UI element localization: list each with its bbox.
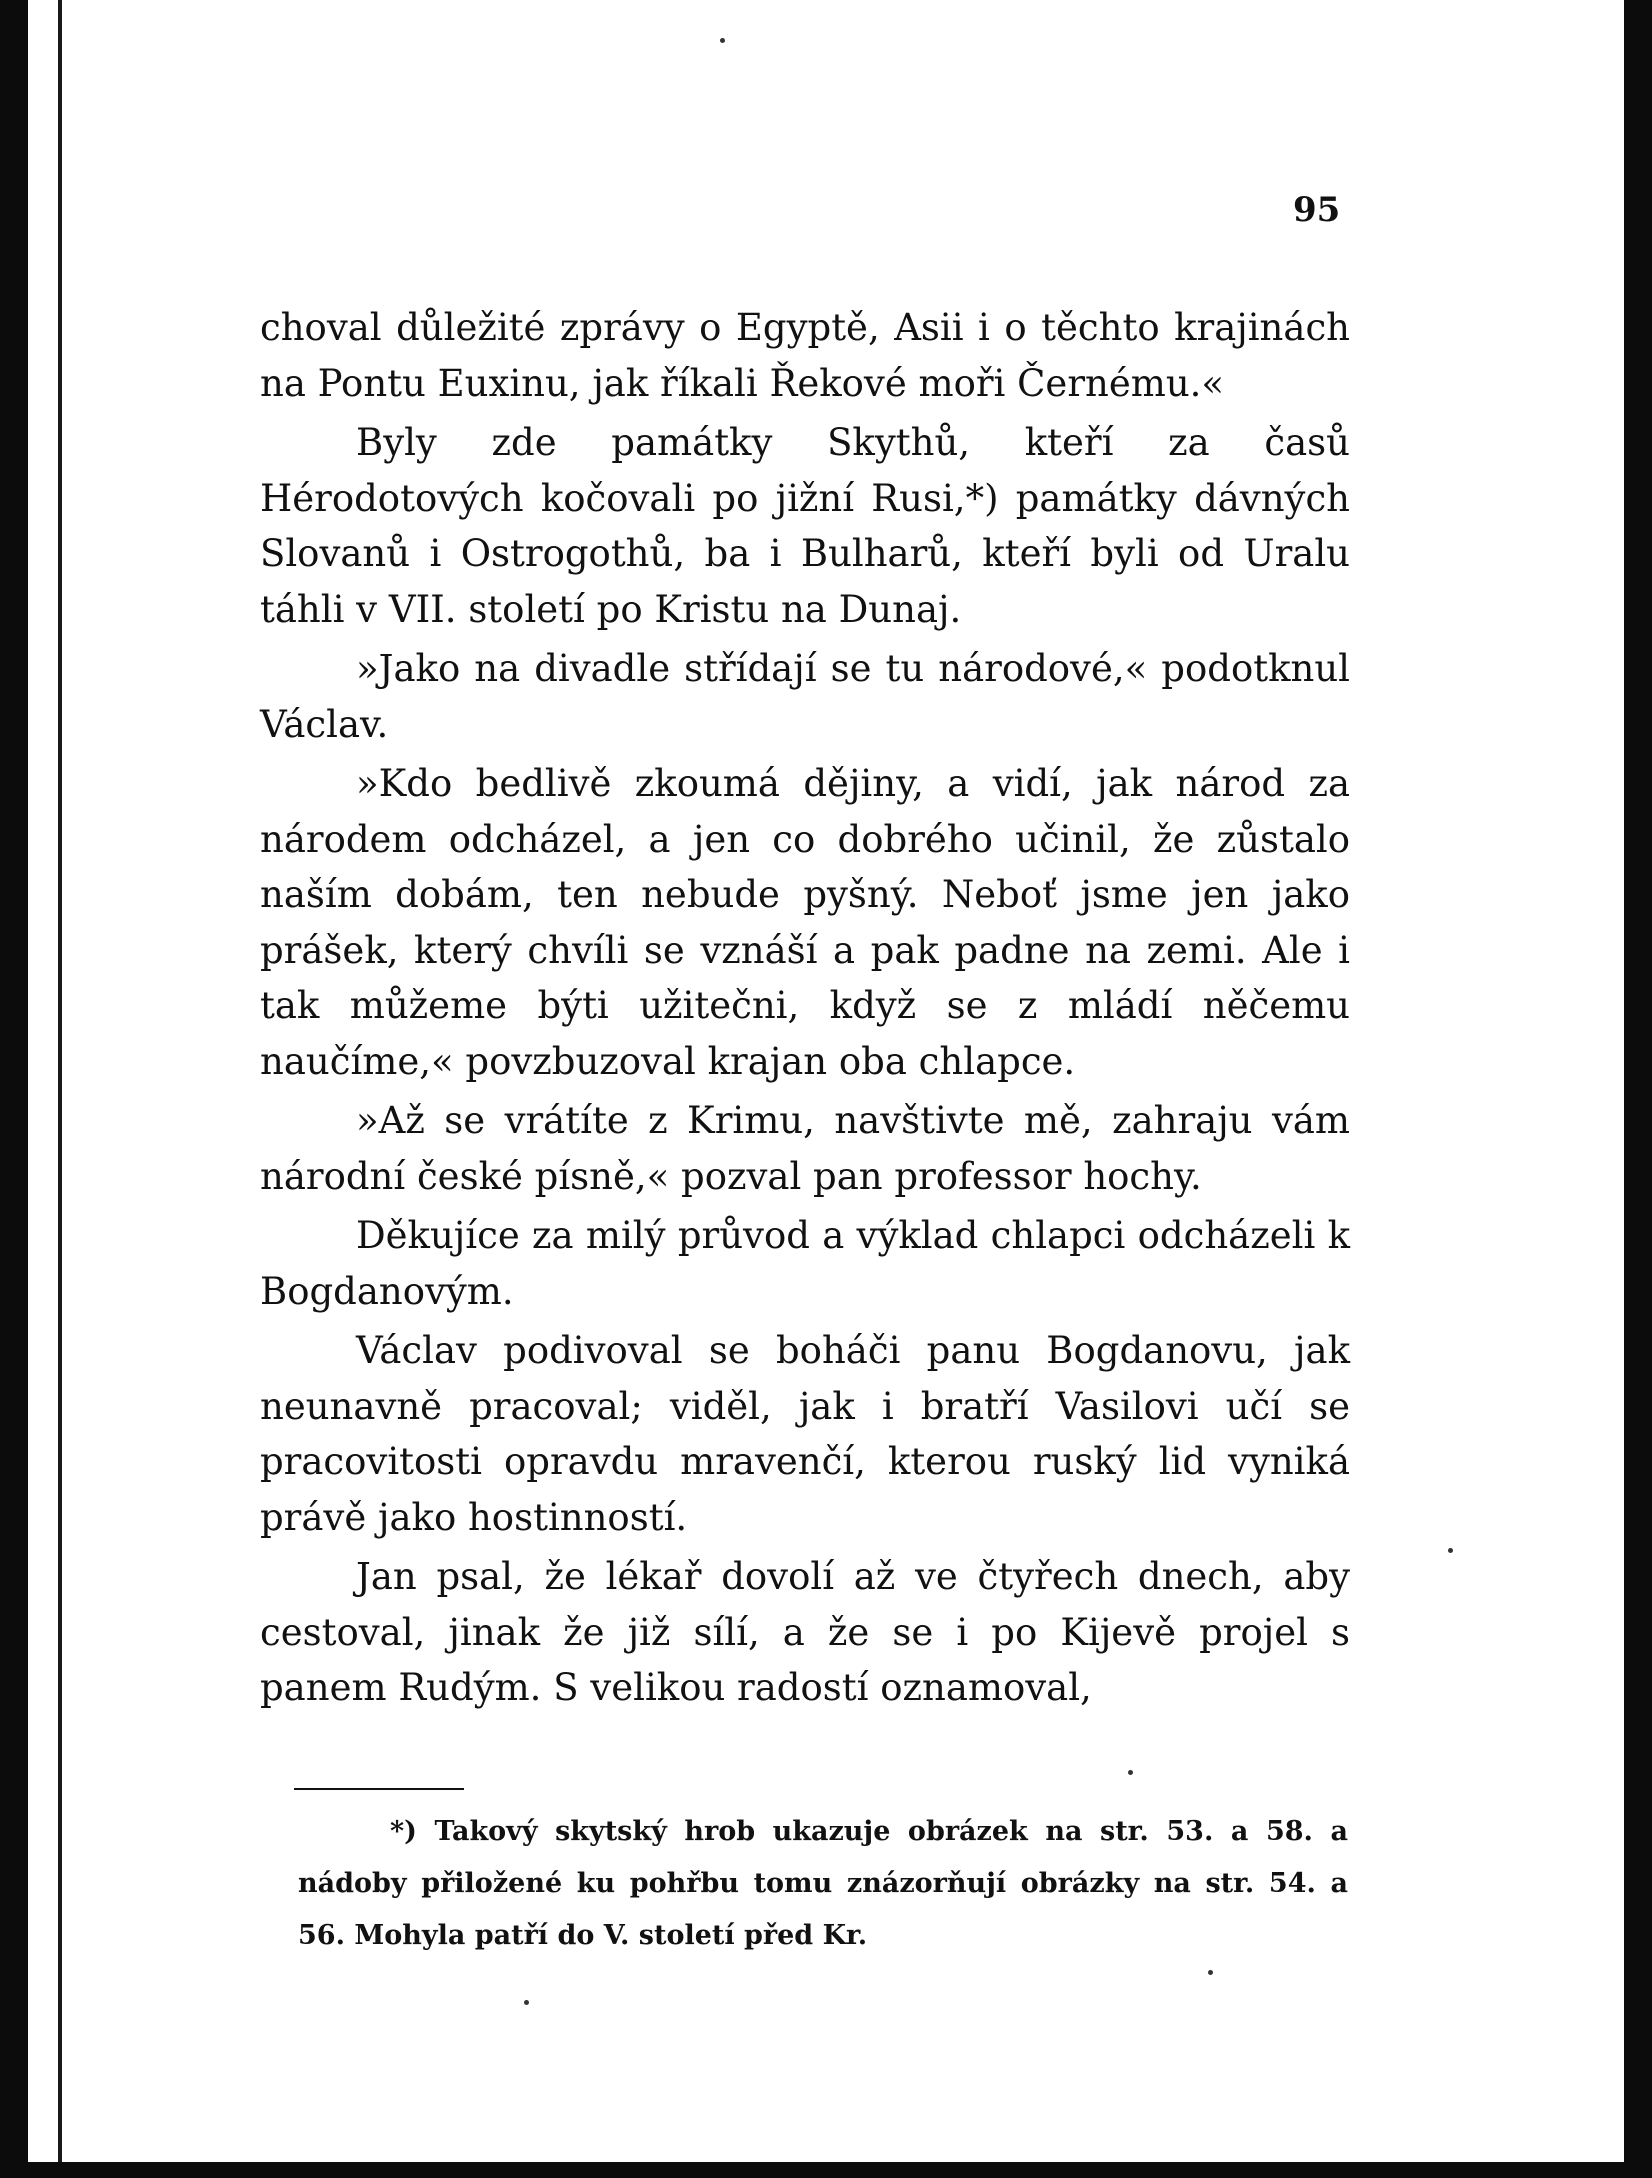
paragraph-8: Jan psal, že lékař dovolí až ve čtyřech dnech, aby cestoval, jinak že již sílí, a že se i po Kijevě projel s panem Rudým. S velikou radostí oznamoval, <box>260 1555 1350 1709</box>
paper-speck <box>1208 1970 1213 1975</box>
book-page <box>28 0 1624 2162</box>
paragraph-6: Děkujíce za milý průvod a výklad chlapci odcházeli k Bogdanovým. <box>260 1214 1350 1313</box>
footnote: *) Takový skytský hrob ukazuje obrázek na str. 53. a 58. a nádoby přiložené ku pohřbu tomu znázorňují obrázky na str. 54. a 56. Mohyla patří do V. století před Kr. <box>298 1816 1348 1951</box>
paragraph-3: »Jako na divadle střídají se tu národové,« podotknul Václav. <box>260 647 1350 746</box>
paper-speck <box>720 38 725 43</box>
paper-speck <box>524 2000 529 2005</box>
binding-edge-line <box>58 0 62 2162</box>
paragraph-1: choval důležité zprávy o Egyptě, Asii i o těchto krajinách na Pontu Euxinu, jak říkali Řekové moři Černému.« <box>260 306 1350 405</box>
paper-speck <box>1128 1770 1133 1775</box>
paragraph-4: »Kdo bedlivě zkoumá dějiny, a vidí, jak národ za národem odcházel, a jen co dobrého učinil, že zůstalo naším dobám, ten nebude pyšný. Neboť jsme jen jako prášek, který chvíli se vznáší a pak padne na zemi. Ale i tak můžeme býti užitečni, když se z mládí něčemu naučíme,« povzbuzoval krajan oba chlapce. <box>260 762 1350 1083</box>
footnote-divider <box>294 1788 464 1790</box>
paragraph-7: Václav podivoval se boháči panu Bogdanovu, jak neunavně pracoval; viděl, jak i bratří Vasilovi učí se pracovitosti opravdu mravenčí, kterou ruský lid vyniká právě jako hostinností. <box>260 1329 1350 1539</box>
page-number: 95 <box>1293 190 1341 230</box>
paper-speck <box>1448 1548 1453 1553</box>
paragraph-2: Byly zde památky Skythů, kteří za časů Hérodotových kočovali po jižní Rusi,*) památky dávných Slovanů i Ostrogothů, ba i Bulharů, kteří byli od Uralu táhli v VII. století po Kristu na Dunaj. <box>260 421 1350 631</box>
body-text <box>260 300 1350 1720</box>
paragraph-5: »Až se vrátíte z Krimu, navštivte mě, zahraju vám národní české písně,« pozval pan professor hochy. <box>260 1099 1350 1198</box>
